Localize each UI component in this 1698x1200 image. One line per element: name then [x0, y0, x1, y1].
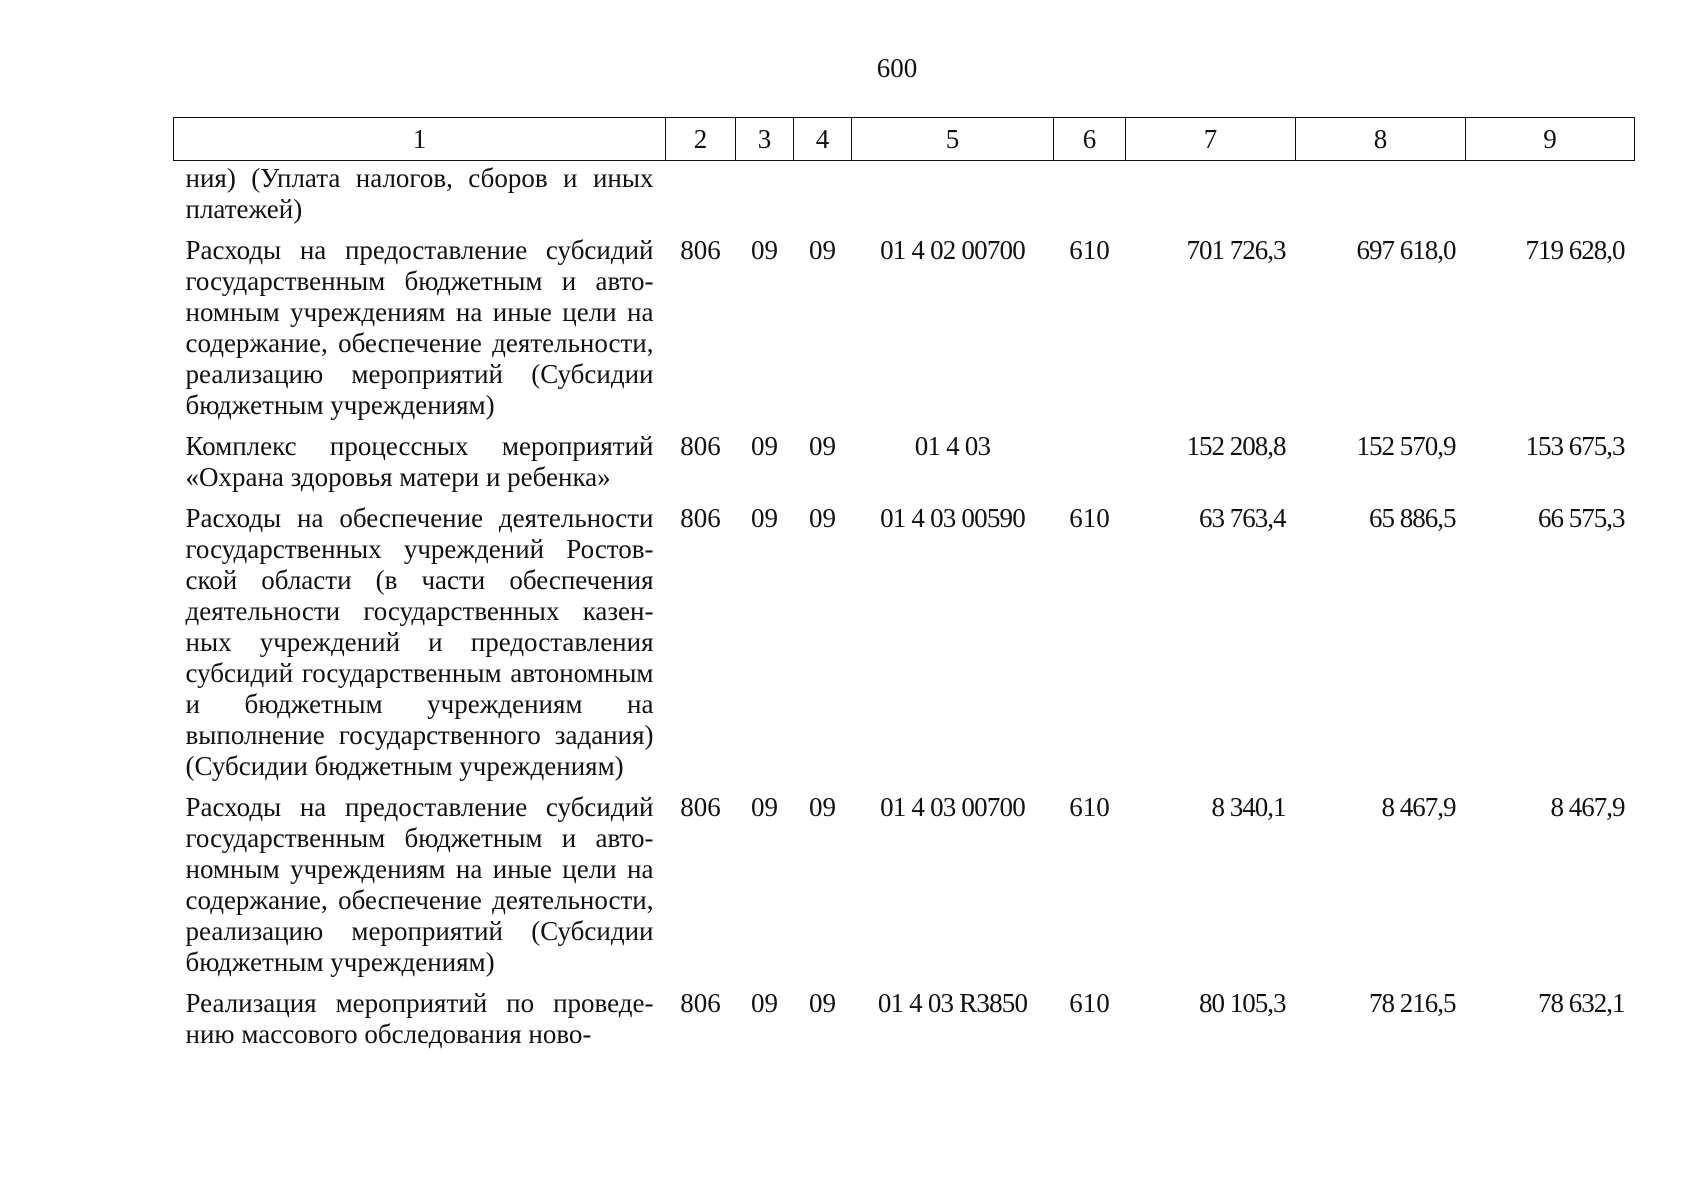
- row-expense-type: 610: [1069, 988, 1110, 1018]
- row-amount-year-1: [1126, 161, 1296, 236]
- row-target-article: 01 4 02 00700: [880, 235, 1025, 265]
- row-subsection-code: 09: [809, 988, 836, 1018]
- row-subsection-code: 09: [809, 235, 836, 265]
- row-amount-year-1: 63 763,4: [1199, 503, 1286, 533]
- header-cell-6: 6: [1054, 118, 1126, 161]
- row-name: Комплекс процессных мероприятий «Охрана здоровья матери и ребенка»: [185, 431, 654, 492]
- row-target-article: 01 4 03 00590: [880, 503, 1025, 533]
- row-ministry-code: 806: [680, 431, 721, 461]
- row-amount-year-2: 697 618,0: [1356, 235, 1456, 265]
- row-expense-type: [1054, 431, 1126, 503]
- header-cell-7: 7: [1126, 118, 1296, 161]
- header-row: [174, 118, 1635, 161]
- row-amount-year-1: 80 105,3: [1199, 988, 1286, 1018]
- table-header: [174, 118, 1635, 161]
- row-name: Расходы на предоставление субсидий государственным бюджетным и автономным учреждениям на иные цели на содержание, обеспечение деятельности, реализацию мероприятий (Субсидии бюджетным учреждениям): [185, 235, 654, 420]
- row-name: Расходы на обеспечение деятельности государственных учреждений Ростовской области (в части обеспечения деятельности государственных казенных учреждений и предоставления субсидий государственным автономным и бюджетным учреждениям на выполнение государственного задания) (Субсидии бюджетным учреждениям): [185, 503, 654, 781]
- row-expense-type: 610: [1069, 792, 1110, 822]
- row-section-code: 09: [751, 431, 778, 461]
- row-section-code: 09: [751, 235, 778, 265]
- row-ministry-code: 806: [680, 988, 721, 1018]
- row-amount-year-1: 152 208,8: [1186, 431, 1286, 461]
- row-ministry-code: 806: [680, 503, 721, 533]
- row-subsection-code: 09: [809, 792, 836, 822]
- row-amount-year-3: 78 632,1: [1538, 988, 1625, 1018]
- table-row: [174, 161, 1635, 236]
- row-expense-type: [1054, 161, 1126, 236]
- header-cell-2: 2: [666, 118, 736, 161]
- table-body: [174, 161, 1635, 1061]
- row-name: Расходы на предоставление субсидий государственным бюджетным и автономным учреждениям на иные цели на содержание, обеспечение деятельности, реализацию мероприятий (Субсидии бюджетным учреждениям): [185, 792, 654, 977]
- row-amount-year-3: [1466, 161, 1635, 236]
- row-target-article: [852, 161, 1054, 236]
- table-row: [174, 235, 1635, 431]
- row-target-article: 01 4 03: [914, 431, 991, 461]
- row-name: ния) (Уплата налогов, сборов и иных платежей): [185, 163, 654, 224]
- row-amount-year-1: 8 340,1: [1211, 792, 1286, 822]
- header-cell-5: 5: [852, 118, 1054, 161]
- row-section-code: 09: [751, 988, 778, 1018]
- row-amount-year-2: 152 570,9: [1356, 431, 1456, 461]
- header-cell-4: 4: [794, 118, 852, 161]
- row-amount-year-2: 65 886,5: [1369, 503, 1456, 533]
- row-amount-year-2: 8 467,9: [1381, 792, 1456, 822]
- row-amount-year-3: 8 467,9: [1550, 792, 1625, 822]
- row-subsection-code: [794, 161, 852, 236]
- budget-table: [173, 117, 1635, 1060]
- row-section-code: [736, 161, 794, 236]
- table-row: [174, 988, 1635, 1060]
- row-amount-year-2: 78 216,5: [1369, 988, 1456, 1018]
- row-expense-type: 610: [1069, 503, 1110, 533]
- row-expense-type: 610: [1069, 235, 1110, 265]
- row-section-code: 09: [751, 503, 778, 533]
- row-section-code: 09: [751, 792, 778, 822]
- row-name: Реализация мероприятий по проведению массового обследования ново-: [185, 988, 654, 1049]
- row-amount-year-1: 701 726,3: [1186, 235, 1286, 265]
- header-cell-8: 8: [1296, 118, 1466, 161]
- table-row: [174, 503, 1635, 792]
- page-number: 600: [876, 53, 918, 83]
- row-amount-year-3: 719 628,0: [1525, 235, 1625, 265]
- row-ministry-code: 806: [680, 235, 721, 265]
- header-cell-9: 9: [1466, 118, 1635, 161]
- row-amount-year-3: 153 675,3: [1525, 431, 1625, 461]
- table-row: [174, 431, 1635, 503]
- row-subsection-code: 09: [809, 503, 836, 533]
- row-amount-year-2: [1296, 161, 1466, 236]
- row-ministry-code: [666, 161, 736, 236]
- row-target-article: 01 4 03 R3850: [877, 988, 1028, 1018]
- row-subsection-code: 09: [809, 431, 836, 461]
- header-cell-3: 3: [736, 118, 794, 161]
- table-row: [174, 792, 1635, 988]
- row-ministry-code: 806: [680, 792, 721, 822]
- row-amount-year-3: 66 575,3: [1538, 503, 1625, 533]
- header-cell-1: 1: [174, 118, 666, 161]
- row-target-article: 01 4 03 00700: [880, 792, 1025, 822]
